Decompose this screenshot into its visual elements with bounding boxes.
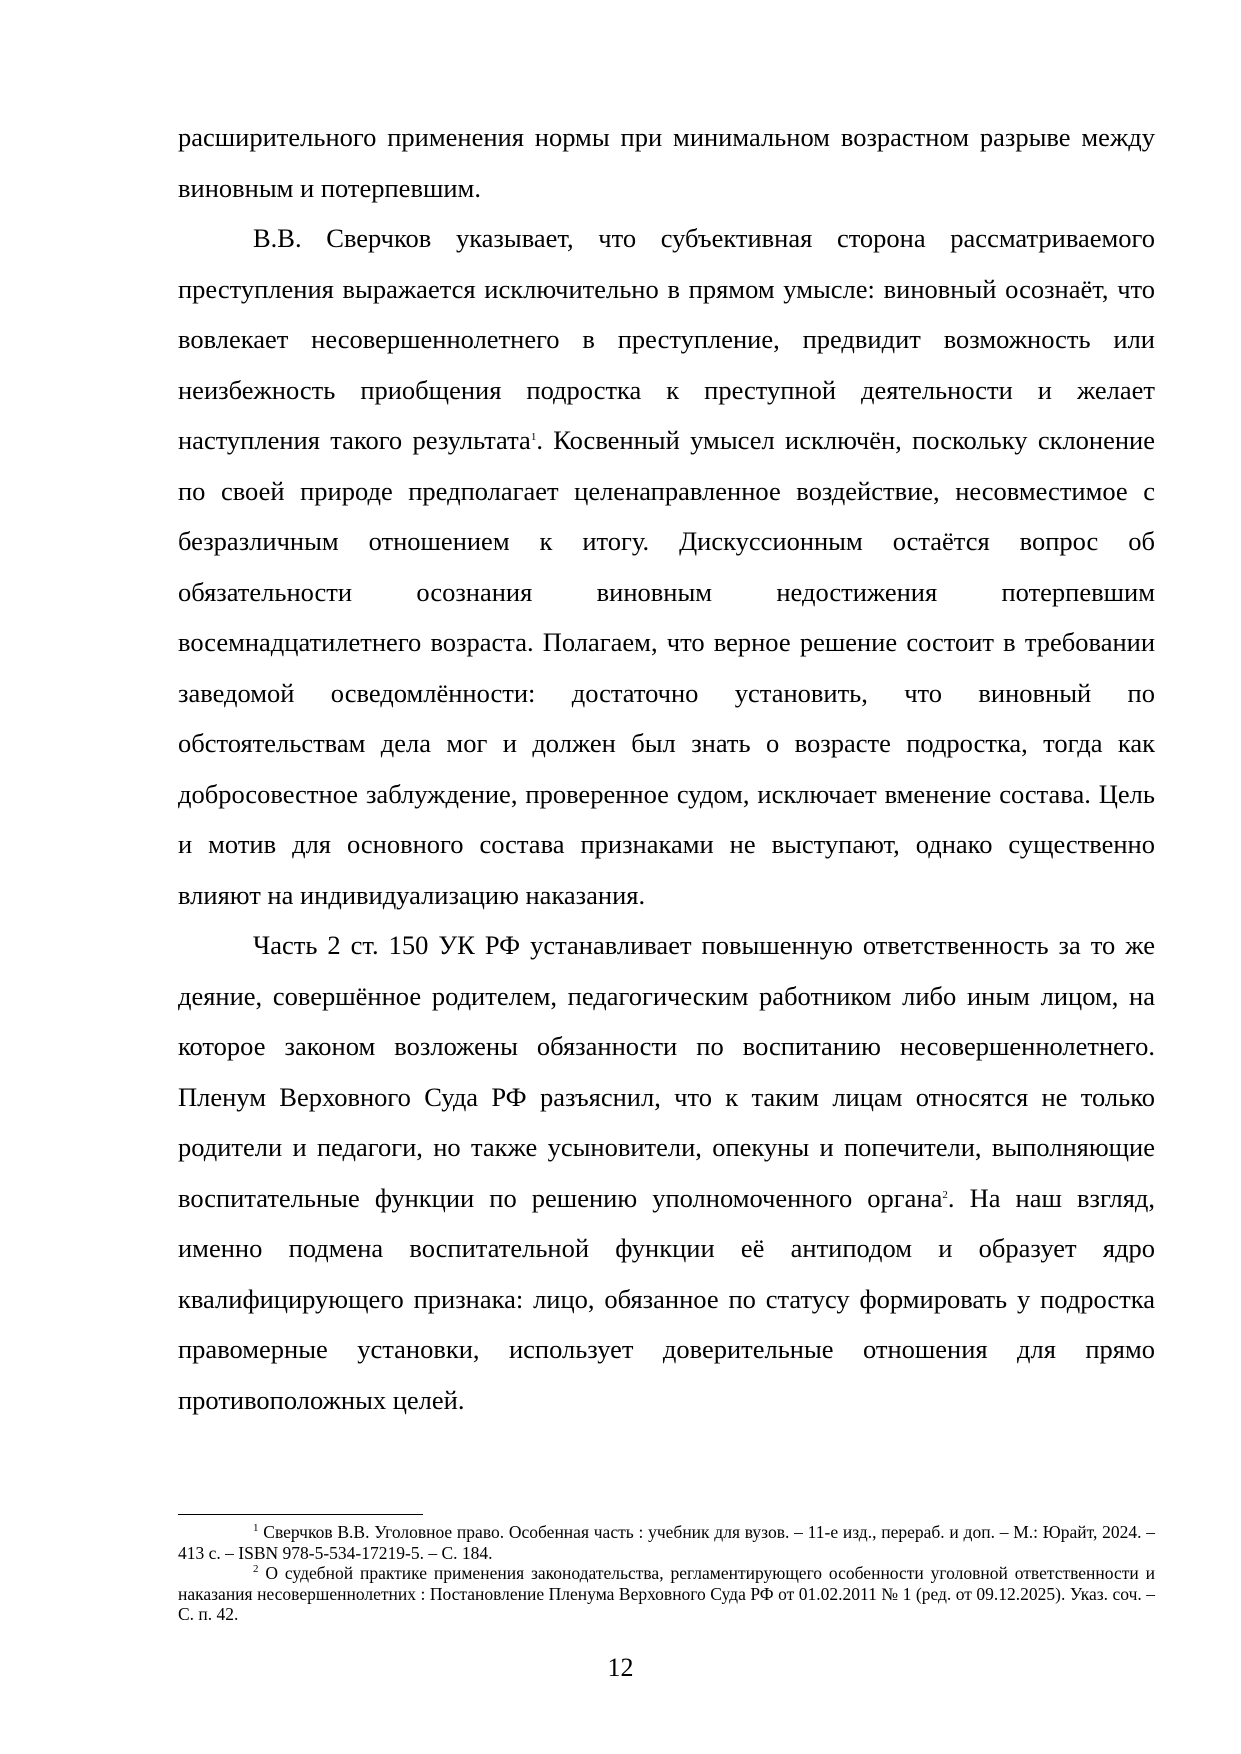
footnote-1-number: 1 bbox=[253, 1522, 259, 1534]
footnote-1-text: Сверчков В.В. Уголовное право. Особенная часть : учебник для вузов. – 11-е изд., перераб. и доп. – М.: Юрайт, 2024. – 413 с. – ISBN 978-5-534-17219-5. – С. 184. bbox=[178, 1522, 1155, 1563]
footnote-ref-1[interactable]: 1 bbox=[530, 431, 537, 443]
footnote-1 bbox=[178, 1522, 1155, 1563]
paragraph-3-text-a: Часть 2 ст. 150 УК РФ устанавливает повышенную ответственность за то же деяние, совершённое родителем, педагогическим работником либо иным лицом, на которое законом возложены обязанности по воспитанию несовершеннолетнего. Пленум Верховного Суда РФ разъяснил, что к таким лицам относятся не только родители и педагоги, но также усыновители, опекуны и попечители, выполняющие воспитательные функции по решению уполномоченного органа bbox=[178, 930, 1155, 1213]
footnote-separator bbox=[178, 1514, 423, 1515]
paragraph-2-text-a: В.В. Сверчков указывает, что субъективная сторона рассматриваемого преступления выражается исключительно в прямом умысле: виновный осознаёт, что вовлекает несовершеннолетнего в преступление, предвидит возможность или неизбежность приобщения подростка к преступной деятельности и желает наступления такого результата bbox=[178, 223, 1155, 455]
paragraph-1 bbox=[178, 112, 1155, 213]
footnotes bbox=[178, 1522, 1155, 1625]
footnote-ref-2[interactable]: 2 bbox=[942, 1188, 948, 1201]
page-number: 12 bbox=[607, 1653, 634, 1682]
footnote-2-number: 2 bbox=[253, 1563, 259, 1575]
paragraph-3 bbox=[178, 920, 1155, 1425]
page-body bbox=[178, 112, 1155, 1425]
paragraph-3-text-b: . На наш взгляд, именно подмена воспитательной функции её антиподом и образует ядро квалифицирующего признака: лицо, обязанное по статусу формировать у подростка правомерные установки, использует доверительные отношения для прямо противоположных целей. bbox=[178, 1182, 1156, 1415]
footnote-2 bbox=[178, 1563, 1155, 1625]
footnote-2-text: О судебной практике применения законодательства, регламентирующего особенности уголовной ответственности и наказания несовершеннолетних : Постановление Пленума Верховного Суда РФ от 01.02.2011 № 1 (ред. от 09.12.2025). Указ. соч. – С. п. 42. bbox=[178, 1563, 1155, 1624]
paragraph-1-text: расширительного применения нормы при минимальном возрастном разрыве между виновным и потерпевшим. bbox=[178, 122, 1155, 203]
paragraph-2 bbox=[178, 213, 1155, 920]
paragraph-2-text-b: . Косвенный умысел исключён, поскольку склонение по своей природе предполагает целенаправленное воздействие, несовместимое с безразличным отношением к итогу. Дискуссионным остаётся вопрос об обязательности осознания виновным недостижения потерпевшим восемнадцатилетнего возраста. Полагаем, что верное решение состоит в требовании заведомой осведомлённости: достаточно установить, что виновный по обстоятельствам дела мог и должен был знать о возрасте подростка, тогда как добросовестное заблуждение, проверенное судом, исключает вменение состава. Цель и мотив для основного состава признаками не выступают, однако существенно влияют на индивидуализацию наказания. bbox=[178, 425, 1156, 910]
